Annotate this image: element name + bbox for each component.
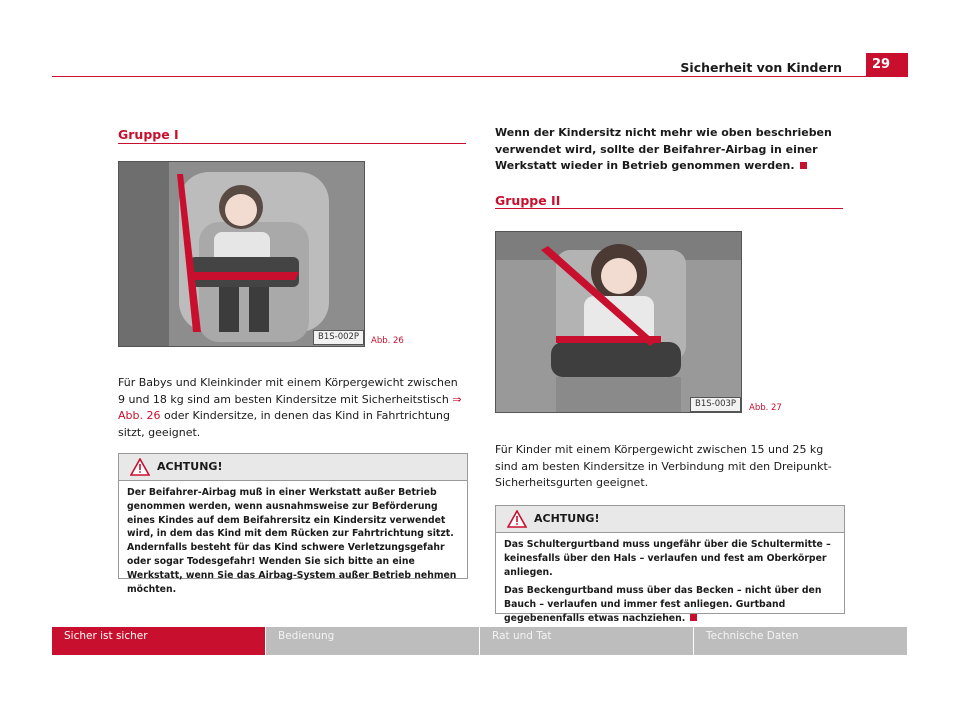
warning-paragraph: Der Beifahrer-Airbag muß in einer Werkstatt außer Betrieb genommen werden, wenn ausnahmsweise zur Beförderung eines Kindes auf dem Beifahrersitz ein Kindersitz verwendet wird, in dem das Kind mit dem Rücken zur Fahrtrichtung sitzt. Andernfalls besteht für das Kind schwere Verletzungsgefahr oder sogar Todesgefahr! Wenden Sie sich bitte an eine Werkstatt, wenn Sie das Airbag-System außer Betrieb nehmen möchten. <box>127 487 457 595</box>
footer-tab-label: Rat und Tat <box>492 630 552 642</box>
figure-child-seat-gruppe-1 <box>118 161 365 347</box>
warning-label: ACHTUNG! <box>534 512 600 525</box>
footer-tab-technische-daten[interactable] <box>693 627 907 655</box>
warning-header <box>496 506 844 533</box>
page-number: 29 <box>866 53 908 77</box>
footer-tab-bedienung[interactable] <box>265 627 479 655</box>
footer-tab-label: Bedienung <box>278 630 335 642</box>
arrow-ref-icon: ⇒ <box>452 392 462 406</box>
section-title-gruppe-1: Gruppe I <box>118 127 179 142</box>
footer-tab-rat-und-tat[interactable] <box>479 627 693 655</box>
paragraph-gruppe-1 <box>118 375 468 441</box>
intro-text: Wenn der Kindersitz nicht mehr wie oben beschrieben verwendet wird, sollte der Beifahrer-Airbag in einer Werkstatt wieder in Betrieb genommen werden. <box>495 126 832 172</box>
figure-child-seat-gruppe-2 <box>495 231 742 413</box>
figure-code: B1S-002P <box>313 330 364 345</box>
footer-nav <box>52 627 908 655</box>
warning-text <box>119 481 467 607</box>
section-title-gruppe-2: Gruppe II <box>495 193 561 208</box>
paragraph-text: oder Kindersitze, in denen das Kind in Fahrtrichtung sitzt, geeignet. <box>118 409 451 439</box>
running-header-title: Sicherheit von Kindern <box>680 60 842 75</box>
warning-triangle-icon <box>507 510 527 532</box>
footer-tab-sicher-ist-sicher[interactable]: Sicher ist sicher <box>52 627 265 655</box>
paragraph-text: Für Babys und Kleinkinder mit einem Körpergewicht zwischen 9 und 18 kg sind am besten Kindersitze mit Sicherheitstisch <box>118 376 458 406</box>
figure-caption: Abb. 27 <box>749 403 782 413</box>
warning-paragraph: Das Beckengurtband muss über das Becken – nicht über den Bauch – verlaufen und immer fest anliegen. Gurtband gegebenenfalls etwas nachziehen. <box>504 585 822 624</box>
warning-triangle-icon <box>130 458 150 480</box>
figure-code: B1S-003P <box>690 397 741 412</box>
header-divider <box>52 76 908 77</box>
paragraph-gruppe-2: Für Kinder mit einem Körpergewicht zwischen 15 und 25 kg sind am besten Kindersitze in Verbindung mit den Dreipunkt-Sicherheitsgurten geeignet. <box>495 443 832 489</box>
intro-paragraph <box>495 125 845 175</box>
warning-paragraph: Das Schultergurtband muss ungefähr über die Schultermitte – keinesfalls über den Hals – verlaufen und fest am Oberkörper anliegen. <box>504 539 831 578</box>
figure-caption: Abb. 26 <box>371 336 404 346</box>
warning-box <box>118 453 468 595</box>
warning-label: ACHTUNG! <box>157 460 223 473</box>
end-marker-icon <box>690 614 697 621</box>
footer-tab-label: Technische Daten <box>706 630 799 642</box>
warning-header <box>119 454 467 481</box>
section-rule <box>118 143 466 144</box>
end-marker-icon <box>800 162 807 169</box>
warning-box <box>495 505 845 624</box>
warning-text <box>496 533 844 637</box>
figure-reference-link[interactable]: Abb. 26 <box>118 409 161 422</box>
section-rule <box>495 208 843 209</box>
